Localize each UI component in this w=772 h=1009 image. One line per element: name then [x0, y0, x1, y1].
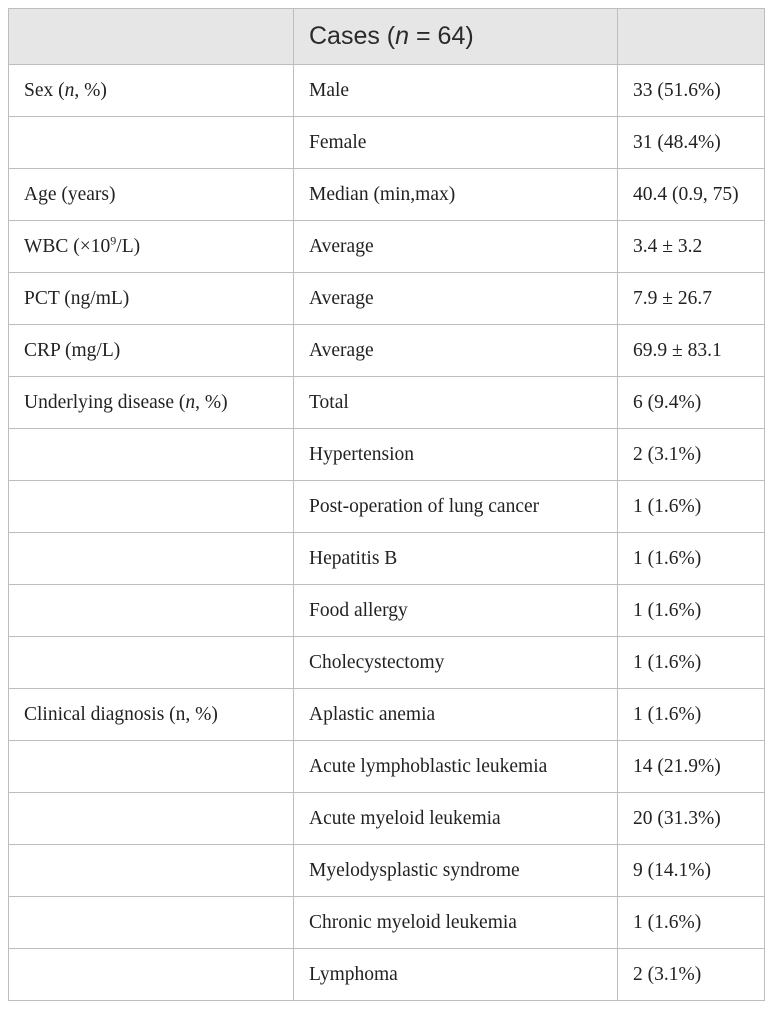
- header-cases-prefix: Cases (: [309, 22, 396, 50]
- row-characteristic-cell: [9, 429, 294, 481]
- table-row: [9, 169, 765, 221]
- row-value-cell: 69.9 ± 83.1: [618, 325, 765, 377]
- table-row: [9, 221, 765, 273]
- row-value-cell: 1 (1.6%): [618, 897, 765, 949]
- characteristic-label: Underlying disease (: [24, 391, 186, 413]
- table-row: [9, 117, 765, 169]
- characteristic-superscript: 9: [110, 233, 117, 247]
- row-category-cell: Myelodysplastic syndrome: [294, 845, 618, 897]
- row-category-cell: Acute lymphoblastic leukemia: [294, 741, 618, 793]
- row-category-cell: Male: [294, 65, 618, 117]
- row-characteristic-cell: [9, 793, 294, 845]
- row-characteristic-cell: [9, 65, 294, 117]
- table-body: [9, 65, 765, 1001]
- header-cases-n: n: [395, 22, 410, 50]
- table-row: [9, 741, 765, 793]
- row-value-cell: 3.4 ± 3.2: [618, 221, 765, 273]
- characteristic-label: WBC (×10: [24, 235, 111, 257]
- table-row: [9, 637, 765, 689]
- patient-characteristics-table: [8, 8, 765, 1001]
- row-category-cell: Total: [294, 377, 618, 429]
- row-category-cell: Average: [294, 273, 618, 325]
- header-cell-cases: [294, 9, 618, 65]
- row-category-cell: Female: [294, 117, 618, 169]
- table-row: [9, 481, 765, 533]
- row-characteristic-cell: [9, 325, 294, 377]
- table-row: [9, 793, 765, 845]
- table-row: [9, 325, 765, 377]
- header-cell-characteristic: [9, 9, 294, 65]
- row-category-cell: Post-operation of lung cancer: [294, 481, 618, 533]
- row-characteristic-cell: [9, 845, 294, 897]
- row-characteristic-cell: [9, 533, 294, 585]
- table-row: [9, 377, 765, 429]
- characteristic-label: Sex (: [24, 79, 65, 101]
- row-category-cell: Food allergy: [294, 585, 618, 637]
- row-value-cell: 14 (21.9%): [618, 741, 765, 793]
- row-characteristic-cell: [9, 169, 294, 221]
- row-characteristic-cell: [9, 273, 294, 325]
- row-characteristic-cell: [9, 117, 294, 169]
- row-value-cell: 9 (14.1%): [618, 845, 765, 897]
- row-value-cell: 6 (9.4%): [618, 377, 765, 429]
- table-row: [9, 533, 765, 585]
- row-value-cell: 20 (31.3%): [618, 793, 765, 845]
- table-row: [9, 897, 765, 949]
- table-header: [9, 9, 765, 65]
- row-value-cell: 1 (1.6%): [618, 637, 765, 689]
- row-characteristic-cell: [9, 897, 294, 949]
- row-characteristic-cell: [9, 637, 294, 689]
- characteristic-label: PCT (ng/mL): [24, 287, 130, 309]
- row-category-cell: Median (min,max): [294, 169, 618, 221]
- table-row: [9, 845, 765, 897]
- row-value-cell: 1 (1.6%): [618, 533, 765, 585]
- row-category-cell: Average: [294, 325, 618, 377]
- row-value-cell: 40.4 (0.9, 75): [618, 169, 765, 221]
- row-category-cell: Average: [294, 221, 618, 273]
- row-characteristic-cell: [9, 221, 294, 273]
- row-category-cell: Hypertension: [294, 429, 618, 481]
- characteristic-label-suffix: , %): [195, 391, 228, 413]
- header-cell-value: [618, 9, 765, 65]
- row-category-cell: Hepatitis B: [294, 533, 618, 585]
- characteristic-label: CRP (mg/L): [24, 339, 121, 361]
- table-row: [9, 65, 765, 117]
- characteristic-label-suffix: /L): [116, 235, 141, 257]
- row-category-cell: Aplastic anemia: [294, 689, 618, 741]
- row-value-cell: 1 (1.6%): [618, 481, 765, 533]
- row-characteristic-cell: [9, 377, 294, 429]
- row-category-cell: Acute myeloid leukemia: [294, 793, 618, 845]
- row-characteristic-cell: [9, 949, 294, 1001]
- characteristic-label: Clinical diagnosis (n, %): [24, 703, 218, 725]
- row-category-cell: Cholecystectomy: [294, 637, 618, 689]
- row-value-cell: 31 (48.4%): [618, 117, 765, 169]
- row-value-cell: 33 (51.6%): [618, 65, 765, 117]
- row-category-cell: Lymphoma: [294, 949, 618, 1001]
- row-characteristic-cell: [9, 585, 294, 637]
- row-value-cell: 2 (3.1%): [618, 949, 765, 1001]
- characteristic-italic-n: n: [185, 391, 196, 413]
- row-value-cell: 1 (1.6%): [618, 585, 765, 637]
- header-row: [9, 9, 765, 65]
- row-characteristic-cell: [9, 741, 294, 793]
- table-row: [9, 585, 765, 637]
- characteristic-italic-n: n: [64, 79, 75, 101]
- table-row: [9, 949, 765, 1001]
- characteristic-label: Age (years): [24, 183, 116, 205]
- header-cases-suffix: = 64): [409, 22, 474, 50]
- row-characteristic-cell: [9, 481, 294, 533]
- characteristic-label-suffix: , %): [74, 79, 107, 101]
- table-row: [9, 429, 765, 481]
- row-value-cell: 7.9 ± 26.7: [618, 273, 765, 325]
- table-row: [9, 689, 765, 741]
- row-value-cell: 2 (3.1%): [618, 429, 765, 481]
- row-value-cell: 1 (1.6%): [618, 689, 765, 741]
- table-row: [9, 273, 765, 325]
- row-characteristic-cell: [9, 689, 294, 741]
- row-category-cell: Chronic myeloid leukemia: [294, 897, 618, 949]
